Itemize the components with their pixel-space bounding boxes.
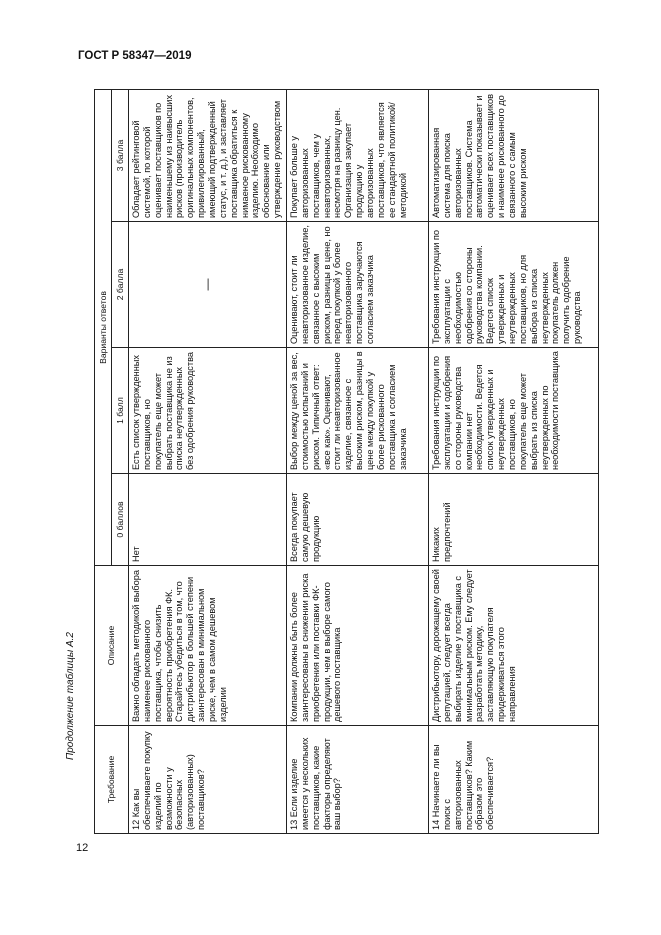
cell-score-3: Автоматизированная система для поиска авторизованных поставщиков. Система автоматически показывает и оценивает всех поставщиков и наименее рискованного до связанного с самым высоким риском xyxy=(429,89,599,221)
cell-score-0: Никаких предпочтений xyxy=(429,474,599,566)
cell-score-1: Требования инструкции по эксплуатации и одобрения со стороны руководства компании нет необходимости. Ведется список утвержденных и неутвержденных поставщиков, но покупатель еще может выбрать из списка неутвержденных по необходимости поставщика xyxy=(429,348,599,474)
cell-score-3: Обладает рейтинговой системой, по которой оценивает поставщиков по наименьшему из наивысших рисков (производитель оригинальных компонентов, привилегированный, имеющий подтвержденный статус, и т. д.), и заставляет поставщика обратиться к нимаеное рискованному изделию. Необходимо обоснование или утверждение руководством xyxy=(129,89,287,221)
standard-title: ГОСТ Р 58347—2019 xyxy=(78,50,192,62)
cell-score-2: Требования инструкции по эксплуатации с необходимостью одобрения со стороны руководства компании. Ведется список утвержденных и неутвержденных поставщиков, но для выбора из списка неутвержденных покупатель должен получить одобрение руководства xyxy=(429,222,599,348)
header-requirement: Требование xyxy=(95,726,129,834)
table-row xyxy=(287,89,429,833)
cell-requirement: 14 Начинаете ли вы поиск с авторизованных поставщиков? Каким образом это обеспечивается? xyxy=(429,726,599,834)
table-row xyxy=(429,89,599,833)
table-row xyxy=(129,89,287,833)
rotated-table-frame xyxy=(94,90,598,834)
header-score-0: 0 баллов xyxy=(112,474,129,566)
table-container xyxy=(94,90,598,834)
cell-description: Дистрибьютору, дорожащему своей репутацией, следует всегда выбирать изделие у поставщика с минимальным риском. Ему следует разработать методику, заставляющую покупателя придерживаться этого направления xyxy=(429,566,599,726)
header-score-2: 2 балла xyxy=(112,222,129,348)
cell-score-2: — xyxy=(129,222,287,348)
cell-requirement: 13 Если изделие имеется у нескольких поставщиков, какие факторы определяют ваш выбор? xyxy=(287,726,429,834)
header-variants: Варианты ответов xyxy=(95,89,112,565)
cell-score-2: Оценивают, стоит ли неавторизованное изделие, связанное с высоким риском, разницы в цене, но перед покупкой у более неавторизованного поставщика заручаются согласием заказчика xyxy=(287,222,429,348)
header-row-top xyxy=(95,89,112,833)
page-number: 12 xyxy=(76,842,89,854)
cell-score-3: Покупает больше у авторизованных поставщиков, чем у неавторизованных, несмотря на разницу цен. Организация закупает продукцию у авторизованных поставщиков, что является ее стандартной политикой/методикой xyxy=(287,89,429,221)
table-continuation-caption: Продолжение таблицы А.2 xyxy=(65,632,76,760)
cell-score-0: Всегда покупает самую дешевую продукцию xyxy=(287,474,429,566)
cell-score-1: Выбор между ценой за вес, стоимостью испытаний и риском. Типичный ответ: «все как». Оценивают, стоит ли неавторизованное изделие, связанное с высоким риском, разницы в цене между покупкой у более рискованного поставщика и согласием заказчика xyxy=(287,348,429,474)
cell-description: Компании должны быть более заинтересованы в снижении риска приобретения или поставки ФК-продукции, чем в выборе самого дешевого поставщика xyxy=(287,566,429,726)
header-description: Описание xyxy=(95,566,129,726)
header-score-1: 1 балл xyxy=(112,348,129,474)
cell-description: Важно обладать методикой выбора наименее рискованного поставщика, чтобы снизить вероятность приобретения ФК. Старайтесь убедиться в том, что дистрибьютор в большей степени заинтересован в минимальном риске, чем в самом дешевом изделии xyxy=(129,566,287,726)
cell-score-0: Нет xyxy=(129,474,287,566)
cell-requirement: 12 Как вы обеспечиваете покупку изделий по возможности у безопасных (авторизованных) поставщиков? xyxy=(129,726,287,834)
header-score-3: 3 балла xyxy=(112,89,129,221)
requirements-table xyxy=(94,89,599,834)
cell-score-1: Есть список утвержденных поставщиков, но покупатель еще может выбрать поставщика не из списка неутвержденных без одобрения руководства xyxy=(129,348,287,474)
